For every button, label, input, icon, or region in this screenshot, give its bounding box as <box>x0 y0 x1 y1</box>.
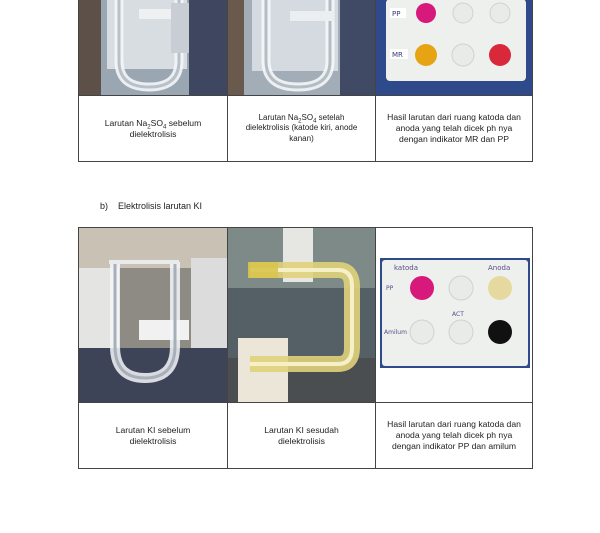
photo-ki-before <box>79 228 227 402</box>
caption-na2so4-after: Larutan $Na_2SO_4$ setelah dielektrolisis (katode kiri, anode kanan) <box>245 112 358 143</box>
well-red <box>489 44 511 66</box>
photo-cell-ki-result <box>376 228 533 403</box>
plate-label-amilum: Amilum <box>384 329 407 336</box>
photo-cell-na2so4-result <box>376 0 533 96</box>
table-ki <box>78 227 533 469</box>
plate-label-anoda: Anoda <box>488 264 511 272</box>
well-pale-yellow <box>488 276 512 300</box>
u-tube-ki-before-image <box>79 228 227 402</box>
photo-cell-na2so4-after <box>228 0 376 96</box>
caption-ki-result: Hasil larutan dari ruang katoda dan anoda yang telah dicek ph nya dengan indikator PP dan amilum <box>387 419 521 451</box>
well-black <box>488 320 512 344</box>
caption-ki-before: Larutan KI sebelum dielektrolisis <box>115 424 191 446</box>
caption-cell-na2so4-result <box>376 96 533 162</box>
caption-na2so4-result: Hasil larutan dari ruang katoda dan anoda yang telah dicek ph nya dengan indikator MR dan PP <box>387 112 521 144</box>
caption-cell-ki-result <box>376 403 533 469</box>
caption-na2so4-before: Larutan $Na_2SO_4$ sebelum dielektrolisis <box>104 117 202 139</box>
spot-plate-pp-amilum-image <box>376 228 532 402</box>
table-na2so4 <box>78 0 533 162</box>
caption-cell-na2so4-after <box>228 96 376 162</box>
well-empty <box>490 3 510 23</box>
well-empty <box>449 320 473 344</box>
plate-label-pp: PP <box>392 10 401 18</box>
photo-cell-ki-before <box>79 228 228 403</box>
u-tube-after-image <box>228 0 375 95</box>
photo-na2so4-before <box>79 0 227 95</box>
well-empty <box>449 276 473 300</box>
well-empty <box>410 320 434 344</box>
plate-label-mr: MR <box>392 51 403 59</box>
photo-ki-after <box>228 228 375 402</box>
photo-na2so4-spot-plate <box>376 0 532 95</box>
well-empty <box>452 44 474 66</box>
well-empty <box>453 3 473 23</box>
plate-label-katoda: katoda <box>394 264 418 272</box>
u-tube-before-image <box>79 0 227 95</box>
spot-plate-mr-pp-image <box>376 0 532 95</box>
well-yellow-orange <box>415 44 437 66</box>
caption-ki-after: Larutan KI sesudah dielektrolisis <box>264 424 339 446</box>
photo-cell-na2so4-before <box>79 0 228 96</box>
section-heading-ki: b) Elektrolisis larutan KI <box>100 201 203 211</box>
well-magenta <box>416 3 436 23</box>
caption-cell-ki-before <box>79 403 228 469</box>
u-tube-ki-after-image <box>228 228 375 402</box>
caption-cell-na2so4-before <box>79 96 228 162</box>
plate-label-act: ACT <box>452 311 464 318</box>
caption-cell-ki-after <box>228 403 376 469</box>
well-magenta <box>410 276 434 300</box>
photo-na2so4-after <box>228 0 375 95</box>
photo-cell-ki-after <box>228 228 376 403</box>
plate-label-pp: PP <box>386 285 394 292</box>
photo-ki-spot-plate <box>376 228 532 402</box>
